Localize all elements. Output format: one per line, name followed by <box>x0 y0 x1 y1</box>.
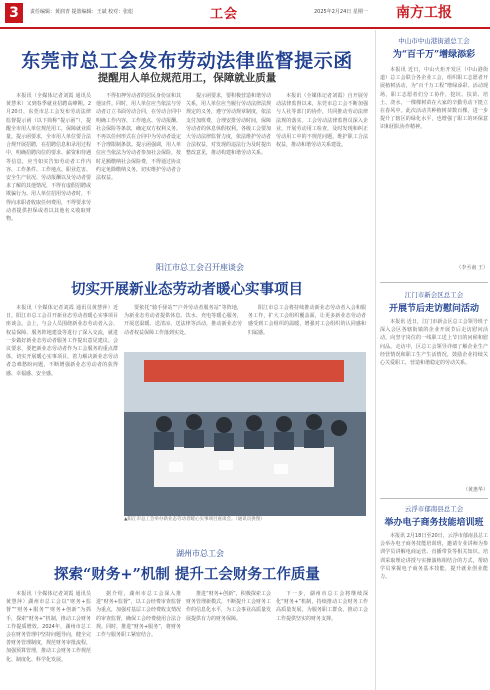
sidebar-kicker: 江门市新会区总工会 <box>404 291 464 299</box>
sidebar-byline: （李丞南 王） <box>456 265 488 271</box>
sidebar-byline: （黄惠华） <box>462 487 488 493</box>
article1-column: 提示函要求，要积极营造和谐劳动关系，用人单位应当履行劳动法律法规规定的义务，遵守劳动规章制度，依法支付加班费，合理安排劳动时间，保障劳动者的休息休假权利。各级工会要加大劳动法律监督力度，依法维护劳动者合法权益，对发现的违法行为及时提出整改意见，推动构建和谐劳动关系。 <box>186 93 271 157</box>
sidebar-heading <box>380 290 488 314</box>
meeting-photo <box>124 352 366 516</box>
article3-column: 推进“财务+创新”，积极探索工会财务管理新模式，不断提升工会财务工作的信息化水平，为工会事业高质量发展提供有力的财务保障。 <box>186 591 271 622</box>
article2-column: 本报讯（全媒体记者刘霞 通讯员黄慧萍）近日，阳江市总工会召开新业态劳动者暖心实事项目座谈会。会上，与会人员围绕新业态劳动者入会、权益保障、服务阵地建设等进行了深入交流，就进一步做好新业态劳动者服务工作提出意见建议。会议要求，要把新业态劳动者作为工会服务的重点群体，切实开展暖心实事项目，着力解决新业态劳动者急难愁盼问题，不断增强新业态劳动者的获得感、幸福感、安全感。 <box>6 305 118 377</box>
header-rule <box>0 27 490 29</box>
sidebar-title: 举办电子商务技能培训班 <box>384 518 484 528</box>
sidebar-body: 本报讯 近日，江门市新会区总工会领导班子深入会区各辖街镇的企业开展节后走访慰问活动，向坚守岗位的一线职工送上节日的问候和慰问品。走访中，区总工会领导详细了解企业生产经营情况和职工生产生活情况，鼓励企业持续关心关爱职工，营造和谐稳定的劳动关系。 <box>380 319 488 367</box>
article3-column: 据介绍，湖州市总工会深入推进“财务+监督”，以工会经费审查监督为重点，加强对基层工会经费收支情况的审查监督，确保工会经费使用合法合规。同时，推进“财务+服务”，将财务工作与服务职工紧密结合。 <box>96 591 181 639</box>
article3-headline: 探索“财务+”机制 提升工会财务工作质量 <box>54 566 320 583</box>
article1-column: 本报讯（全媒体记者刘霞 通讯员黄慧米）又到春季就业招聘高峰期。2月20日，东莞市总工会发布劳动法律监督提示函（以下简称“提示函”），提醒全市用人单位规范用工，保障就业质量。提示函要求，全市用人单位要合法合规开展招聘，在招聘信息和录用过程中，明确招聘岗位的要求、薪资和待遇等信息，应当如实告知劳动者工作内容、工作条件、工作地点、职业危害、安全生产状况、劳动报酬以及劳动者要求了解的其他情况，不得有虚假招聘或欺骗行为。用人单位招用劳动者时，不得向求职者收取任何费用，不得要求劳动者提供担保或者以其他名义收取财物。 <box>6 93 91 223</box>
sidebar-kicker: 云浮市郁南县总工会 <box>404 505 464 513</box>
editor-credits: 责任编辑：黄润青 提篮编辑：王斌 校对：张彪 <box>30 9 134 15</box>
sidebar-body: 本报讯 近日，中山火炬开发区（中山港街道）总工会联合各企业工会，组织职工志愿者开展植树活动，为“百千万工程”增绿添彩。活动现场，职工志愿者们分工协作，挖坑、扶苗、培土、浇水，一棵棵树苗在大家的辛勤劳动下挺立在春风中。此次活动共种植树苗数百棵，进一步提升了辖区的绿化水平，也增强了职工的环保意识和团队协作精神。 <box>380 67 488 131</box>
article2-kicker: 阳江市总工会召开座谈会 <box>156 263 244 272</box>
sidebar-body: 本报讯 2月18日至20日，云浮市郁南县总工会举办电子商务技能培训班，邀请专业讲师为参训学员讲解电商运营、直播带货等相关知识。培训采取理论讲授与实操演练相结合的方式，帮助学员掌握电子商务基本技能，提升就业创业能力。 <box>380 533 488 581</box>
article1-column: 不得扣押劳动者的居民身份证和其他证件。同时，用人单位应当依法与劳动者订立书面劳动合同，在劳动合同中明确工作内容、工作地点、劳动报酬、社会保险等条款，确定双方权利义务。不再以任何形式在合同中为劳动者设定不合理限制条款。提示函强调，用人单位应当依法为劳动者参加社会保险，按时足额缴纳社会保险费，不得通过协议约定免除缴纳义务，切实维护劳动者合法权益。 <box>96 93 181 182</box>
column-divider <box>375 30 376 690</box>
page-number: 3 <box>5 3 23 23</box>
article3-column: 下一步，湖州市总工会将继续深化“财务+”机制，持续推动工会财务工作高质量发展，为服务职工群众、推动工会工作提供坚实的财务支撑。 <box>276 591 368 622</box>
article2-column: 要依托“骑手驿站”“户外劳动者服务站”等阵地，为新业态劳动者提供休息、饮水、充电等暖心服务，开展送温暖、送清凉、送法律等活动，推动新业态劳动者权益保障工作落到实处。 <box>124 305 242 336</box>
article2-headline: 切实开展新业态劳动者暖心实事项目 <box>71 281 303 298</box>
article1-column: 本报讯（全媒体记者刘霞）自开展劳动法律监督以来，东莞市总工会不断加强与人社等部门的协作，共同推动劳动法律法规的落实。工会劳动法律监督员深入企业，开展劳动用工检查，及时发现和纠正劳动用工中的不规范问题，维护职工合法权益，推动和谐劳动关系建设。 <box>276 93 368 149</box>
sidebar-title: 开展节后走访慰问活动 <box>388 304 479 314</box>
page-header <box>0 0 490 30</box>
photo-caption: ▲阳江市总工会举办新业态劳动者暖心实事项目座谈会。（通讯员供图） <box>124 517 265 522</box>
section-title: 工会 <box>210 7 239 22</box>
sidebar-kicker: 中山市中山港街道总工会 <box>398 37 470 45</box>
sidebar-heading <box>380 36 488 60</box>
sidebar-title: 为“百千万”增绿添彩 <box>392 50 476 60</box>
article3-column: 本报讯（全媒体记者刘霞 通讯员黄慧萍）湖州市总工会以“财务+监督”“财务+服务”“财务+创新”为抓手，探索“财务+”机制，推动工会财务工作提质增效。2024年，湖州市总工会在财务管理中坚持问题导向，健全完善财务管理制度，规范财务审批流程，加强预算管理，推动工会财务工作规范化、制度化、科学化发展。 <box>6 591 91 663</box>
article1-subheadline: 提醒用人单位规范用工，保障就业质量 <box>97 72 277 84</box>
article3-kicker: 湖州市总工会 <box>176 549 224 558</box>
sidebar-divider <box>380 498 488 499</box>
article2-column: 阳江市总工会将持续推动新业态劳动者入会和服务工作，扩大工会组织覆盖面，让更多新业态劳动者感受到工会组织的温暖，增强对工会组织的认同感和归属感。 <box>248 305 366 336</box>
sidebar-heading <box>380 504 488 528</box>
issue-date: 2025年2月24日 星期一 <box>314 9 368 15</box>
article1-headline: 东莞市总工会发布劳动法律监督提示函 <box>21 50 353 72</box>
newspaper-brand: 南方工报 <box>396 5 452 21</box>
sidebar-divider <box>380 282 488 283</box>
